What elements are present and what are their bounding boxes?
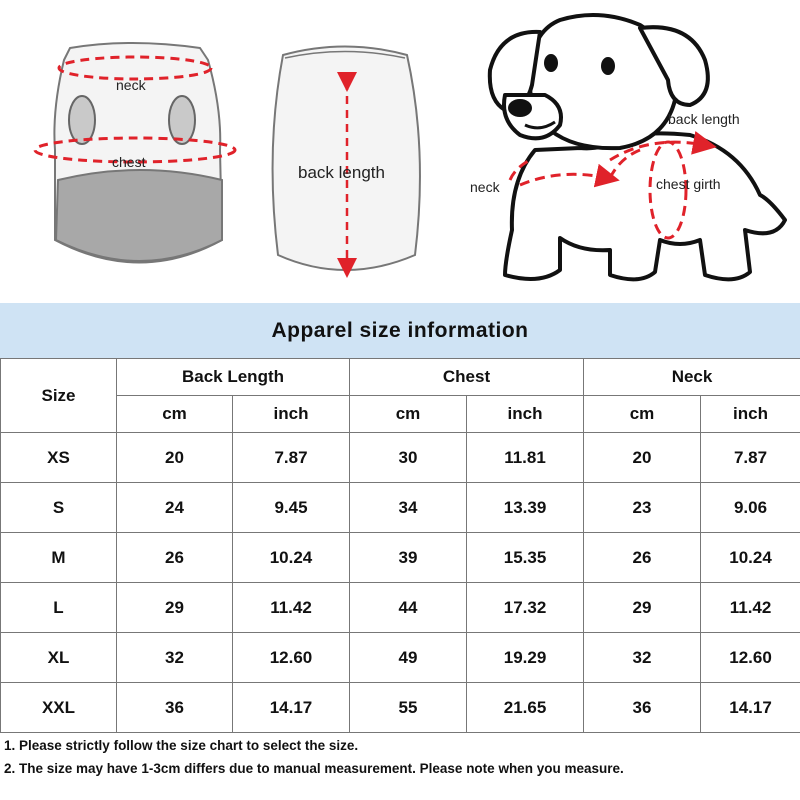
value-cell: 20 (584, 433, 701, 483)
value-cell: 32 (117, 633, 233, 683)
vest-neck-label: neck (116, 77, 146, 93)
value-cell: 26 (584, 533, 701, 583)
value-cell: 10.24 (701, 533, 800, 583)
size-cell: XL (1, 633, 117, 683)
note-line: 1. Please strictly follow the size chart to select the size. (4, 738, 359, 753)
value-cell: 36 (117, 683, 233, 733)
value-cell: 11.42 (233, 583, 350, 633)
value-cell: 13.39 (467, 483, 584, 533)
value-cell: 39 (350, 533, 467, 583)
table-row (1, 633, 800, 683)
value-cell: 12.60 (233, 633, 350, 683)
size-cell: M (1, 533, 117, 583)
value-cell: 9.45 (233, 483, 350, 533)
vest-chest-label: chest (112, 154, 146, 170)
dog-neck-label: neck (470, 179, 500, 195)
dog-chest-girth-label: chest girth (656, 176, 721, 192)
table-row (1, 483, 800, 533)
value-cell: 7.87 (701, 433, 800, 483)
size-notes (4, 734, 794, 780)
value-cell: 12.60 (701, 633, 800, 683)
value-cell: 55 (350, 683, 467, 733)
value-cell: 26 (117, 533, 233, 583)
back-length-header: Back Length (117, 359, 350, 396)
value-cell: 10.24 (233, 533, 350, 583)
table-row (1, 583, 800, 633)
size-column-header: Size (1, 359, 117, 433)
size-cell: XXL (1, 683, 117, 733)
value-cell: 24 (117, 483, 233, 533)
value-cell: 36 (584, 683, 701, 733)
chest-header: Chest (350, 359, 584, 396)
note-line: 2. The size may have 1-3cm differs due to manual measurement. Please note when you measure. (4, 761, 624, 776)
value-cell: 14.17 (233, 683, 350, 733)
value-cell: 11.81 (467, 433, 584, 483)
size-cell: L (1, 583, 117, 633)
value-cell: 32 (584, 633, 701, 683)
neck-header: Neck (584, 359, 800, 396)
value-cell: 14.17 (701, 683, 800, 733)
value-cell: 21.65 (467, 683, 584, 733)
measurement-illustration (0, 0, 800, 300)
size-cell: S (1, 483, 117, 533)
size-chart-table (0, 358, 800, 733)
value-cell: 17.32 (467, 583, 584, 633)
vest-front-drawing (35, 43, 235, 263)
value-cell: 11.42 (701, 583, 800, 633)
value-cell: 29 (117, 583, 233, 633)
value-cell: 49 (350, 633, 467, 683)
table-row (1, 433, 800, 483)
value-cell: 44 (350, 583, 467, 633)
unit-header: inch (467, 396, 584, 433)
value-cell: 29 (584, 583, 701, 633)
unit-header: inch (233, 396, 350, 433)
table-row (1, 683, 800, 733)
unit-header: inch (701, 396, 800, 433)
value-cell: 19.29 (467, 633, 584, 683)
value-cell: 30 (350, 433, 467, 483)
value-cell: 7.87 (233, 433, 350, 483)
unit-header: cm (350, 396, 467, 433)
table-row (1, 533, 800, 583)
value-cell: 9.06 (701, 483, 800, 533)
dog-drawing (490, 15, 785, 279)
value-cell: 15.35 (467, 533, 584, 583)
value-cell: 23 (584, 483, 701, 533)
vest-back-length-label: back length (298, 163, 385, 182)
value-cell: 20 (117, 433, 233, 483)
unit-header: cm (117, 396, 233, 433)
vest-back-drawing (273, 47, 420, 271)
size-cell: XS (1, 433, 117, 483)
table-group-header-row (1, 359, 800, 396)
table-unit-header-row (1, 396, 800, 433)
unit-header: cm (584, 396, 701, 433)
value-cell: 34 (350, 483, 467, 533)
dog-back-length-label: back length (668, 111, 740, 127)
size-chart-title: Apparel size information (0, 303, 800, 358)
